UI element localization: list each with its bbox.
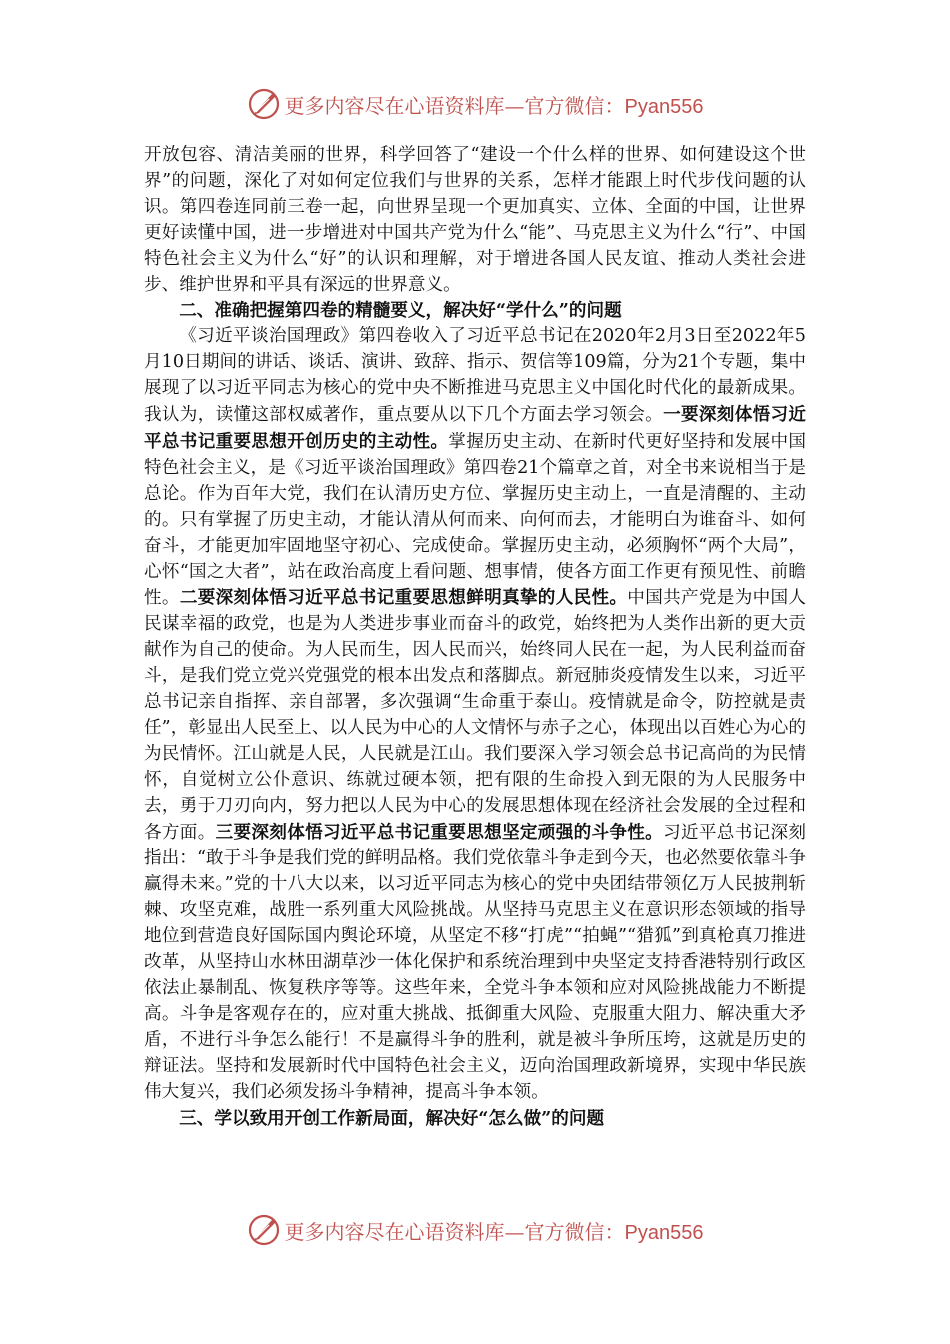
key-point-3: 三要深刻体悟习近平总书记重要思想坚定顽强的斗争性。 [215, 821, 664, 843]
header-banner [0, 84, 950, 124]
quill-pen-icon [247, 87, 281, 121]
key-point-1: 一要深刻体悟习近平总书记重要思想开创历史的主动性。 [144, 404, 806, 452]
document-body [144, 143, 806, 1131]
paragraph-continued: 开放包容、清洁美丽的世界，科学回答了“建设一个什么样的世界、如何建设这个世界”的问题，深化了对如何定位我们与世界的关系，怎样才能跟上时代步伐问题的认识。第四卷连同前三卷一起，向世界呈现一个更加真实、立体、全面的中国，让世界更好读懂中国，进一步增进对中国共产党为什么“能”、马克思主义为什么“行”、中国特色社会主义为什么“好”的认识和理解，对于增进各国人民友谊、推动人类社会进步、维护世界和平具有深远的世界意义。 [144, 145, 806, 295]
quill-pen-icon [247, 1213, 281, 1247]
footer-banner [0, 1210, 950, 1250]
section-heading-3: 三、学以致用开创工作新局面，解决好“怎么做”的问题 [179, 1107, 605, 1129]
section-heading-2: 二、准确把握第四卷的精髓要义，解决好“学什么”的问题 [179, 300, 622, 322]
paragraph-main: 《习近平谈治国理政》第四卷收入了习近平总书记在2020年2月3日至2022年5月10日期间的讲话、谈话、演讲、致辞、指示、贺信等109篇，分为21个专题，集中展现了以习近平同志为核心的党中央不断推进马克思主义中国化时代化的最新成果。我认为，读懂这部权威著作，重点要从以下几个方面去学习领会。一要深刻体悟习近平总书记重要思想开创历史的主动性。掌握历史主动、在新时代更好坚持和发展中国特色社会主义，是《习近平谈治国理政》第四卷21个篇章之首，对全书来说相当于是总论。作为百年大党，我们在认清历史方位、掌握历史主动上，一直是清醒的、主动的。只有掌握了历史主动，才能认清从何而来、向何而去，才能明白为谁奋斗、如何奋斗，才能更加牢固地坚守初心、完成使命。掌握历史主动，必须胸怀“两个大局”，心怀“国之大者”，站在政治高度上看问题、想事情，使各方面工作更有预见性、前瞻性。二要深刻体悟习近平总书记重要思想鲜明真挚的人民性。中国共产党是为中国人民谋幸福的政党，也是为人类进步事业而奋斗的政党，始终把为人类作出新的更大贡献作为自己的使命。为人民而生，因人民而兴，始终同人民在一起，为人民利益而奋斗，是我们党立党兴党强党的根本出发点和落脚点。新冠肺炎疫情发生以来，习近平总书记亲自指挥、亲自部署，多次强调“生命重于泰山。疫情就是命令，防控就是责任”，彰显出人民至上、以人民为中心的人文情怀与赤子之心，体现出以百姓心为心的为民情怀。江山就是人民，人民就是江山。我们要深入学习领会总书记高尚的为民情怀，自觉树立公仆意识、练就过硬本领，把有限的生命投入到无限的为人民服务中去，勇于刀刃向内，努力把以人民为中心的发展思想体现在经济社会发展的全过程和各方面。三要深刻体悟习近平总书记重要思想坚定顽强的斗争性。习近平总书记深刻指出：“敢于斗争是我们党的鲜明品格。我们党依靠斗争走到今天，也必然要依靠斗争赢得未来。”党的十八大以来，以习近平同志为核心的党中央团结带领亿万人民披荆斩棘、攻坚克难，战胜一系列重大风险挑战。从坚持马克思主义在意识形态领域的指导地位到营造良好国际国内舆论环境，从坚定不移“打虎”“拍蝇”“猎狐”到真枪真刀推进改革，从坚持山水林田湖草沙一体化保护和系统治理到中央坚定支持香港特别行政区依法止暴制乱、恢复秩序等等。这些年来，全党斗争本领和应对风险挑战能力不断提高。斗争是客观存在的，应对重大挑战、抵御重大风险、克服重大阻力、解决重大矛盾，不进行斗争怎么能行！不是赢得斗争的胜利，就是被斗争所压垮，这就是历史的辩证法。坚持和发展新时代中国特色社会主义，迈向治国理政新境界，实现中华民族伟大复兴，我们必须发扬斗争精神，提高斗争本领。 [144, 326, 806, 1102]
key-point-2: 二要深刻体悟习近平总书记重要思想鲜明真挚的人民性。 [179, 587, 628, 609]
banner-text: 更多内容尽在心语资料库—官方微信：Pyan556 [284, 93, 704, 118]
banner-text: 更多内容尽在心语资料库—官方微信：Pyan556 [284, 1219, 704, 1244]
